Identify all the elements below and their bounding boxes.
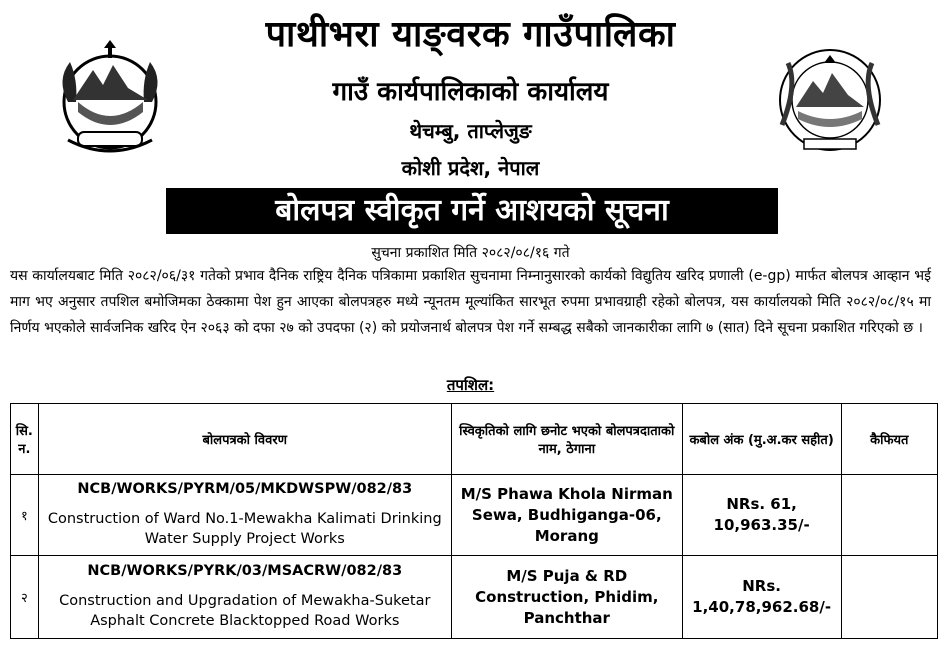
header-bidder: स्विकृतिको लागि छनोट भएको बोलपत्रदाताको नाम, ठेगाना: [451, 404, 682, 475]
province-name: कोशी प्रदेश, नेपाल: [401, 156, 540, 180]
row-sn: १: [11, 475, 39, 556]
table-row: [11, 556, 938, 639]
bid-table: [10, 403, 938, 639]
contract-reference: NCB/WORKS/PYRM/05/MKDWSPW/082/83: [77, 481, 413, 497]
row-description: [38, 475, 451, 556]
contract-reference: NCB/WORKS/PYRK/03/MSACRW/082/83: [87, 563, 403, 579]
header-sn: सि. न.: [11, 404, 39, 475]
published-date: सुचना प्रकाशित मिति २०८२/०८/१६ गते: [371, 245, 570, 261]
row-remarks: [841, 556, 937, 639]
row-remarks: [841, 475, 937, 556]
row-bidder: M/S Phawa Khola Nirman Sewa, Budhiganga-06, Morang: [451, 475, 682, 556]
row-sn: २: [11, 556, 39, 639]
work-title: Construction of Ward No.1-Mewakha Kalimati Drinking Water Supply Project Works: [47, 511, 442, 547]
row-amount: NRs. 1,40,78,962.68/-: [682, 556, 841, 639]
row-amount: NRs. 61, 10,963.35/-: [682, 475, 841, 556]
header-description: बोलपत्रको विवरण: [38, 404, 451, 475]
municipality-name: पाथीभरा याङ्वरक गाउँपालिका: [265, 14, 676, 55]
row-bidder: M/S Puja & RD Construction, Phidim, Panchthar: [451, 556, 682, 639]
header-amount: कबोल अंक (मु.अ.कर सहीत): [682, 404, 841, 475]
notice-body: यस कार्यालयबाट मिति २०८२/०६/३१ गतेको प्रभाव दैनिक राष्ट्रिय दैनिक पत्रिकामा प्रकाशित सुचनामा निम्नानुसारको कार्यको विद्युतिय खरिद प्रणाली (e-gp) मार्फत बोलपत्र आव्हान भई माग भए अनुसार तपशिल बमोजिमका ठेक्कामा पेश हुन आएका बोलपत्रहरु मध्ये न्यूनतम मूल्यांकित सारभूत रुपमा प्रभावग्राही रहेको बोलपत्र, यस कार्यालयको मिति २०८२/०८/१५ मा निर्णय भएकोले सार्वजनिक खरिद ऐन २०६३ को दफा २७ को उपदफा (२) को प्रयोजनार्थ बोलपत्र पेश गर्ने सम्बद्ध सबैको जानकारीका लागि ७ (सात) दिने सूचना प्रकाशित गरिएको छ ।: [10, 268, 931, 336]
office-location: थेचम्बु, ताप्लेजुङ: [409, 119, 532, 143]
table-header-row: [11, 404, 938, 475]
details-heading: तपशिल:: [446, 376, 495, 394]
notice-title: बोलपत्र स्वीकृत गर्ने आशयको सूचना: [166, 188, 778, 234]
office-name: गाउँ कार्यपालिकाको कार्यालय: [332, 77, 609, 107]
work-title: Construction and Upgradation of Mewakha-Suketar Asphalt Concrete Blacktopped Road Works: [59, 593, 431, 629]
table-row: [11, 475, 938, 556]
header-remarks: कैफियत: [841, 404, 937, 475]
row-description: [38, 556, 451, 639]
